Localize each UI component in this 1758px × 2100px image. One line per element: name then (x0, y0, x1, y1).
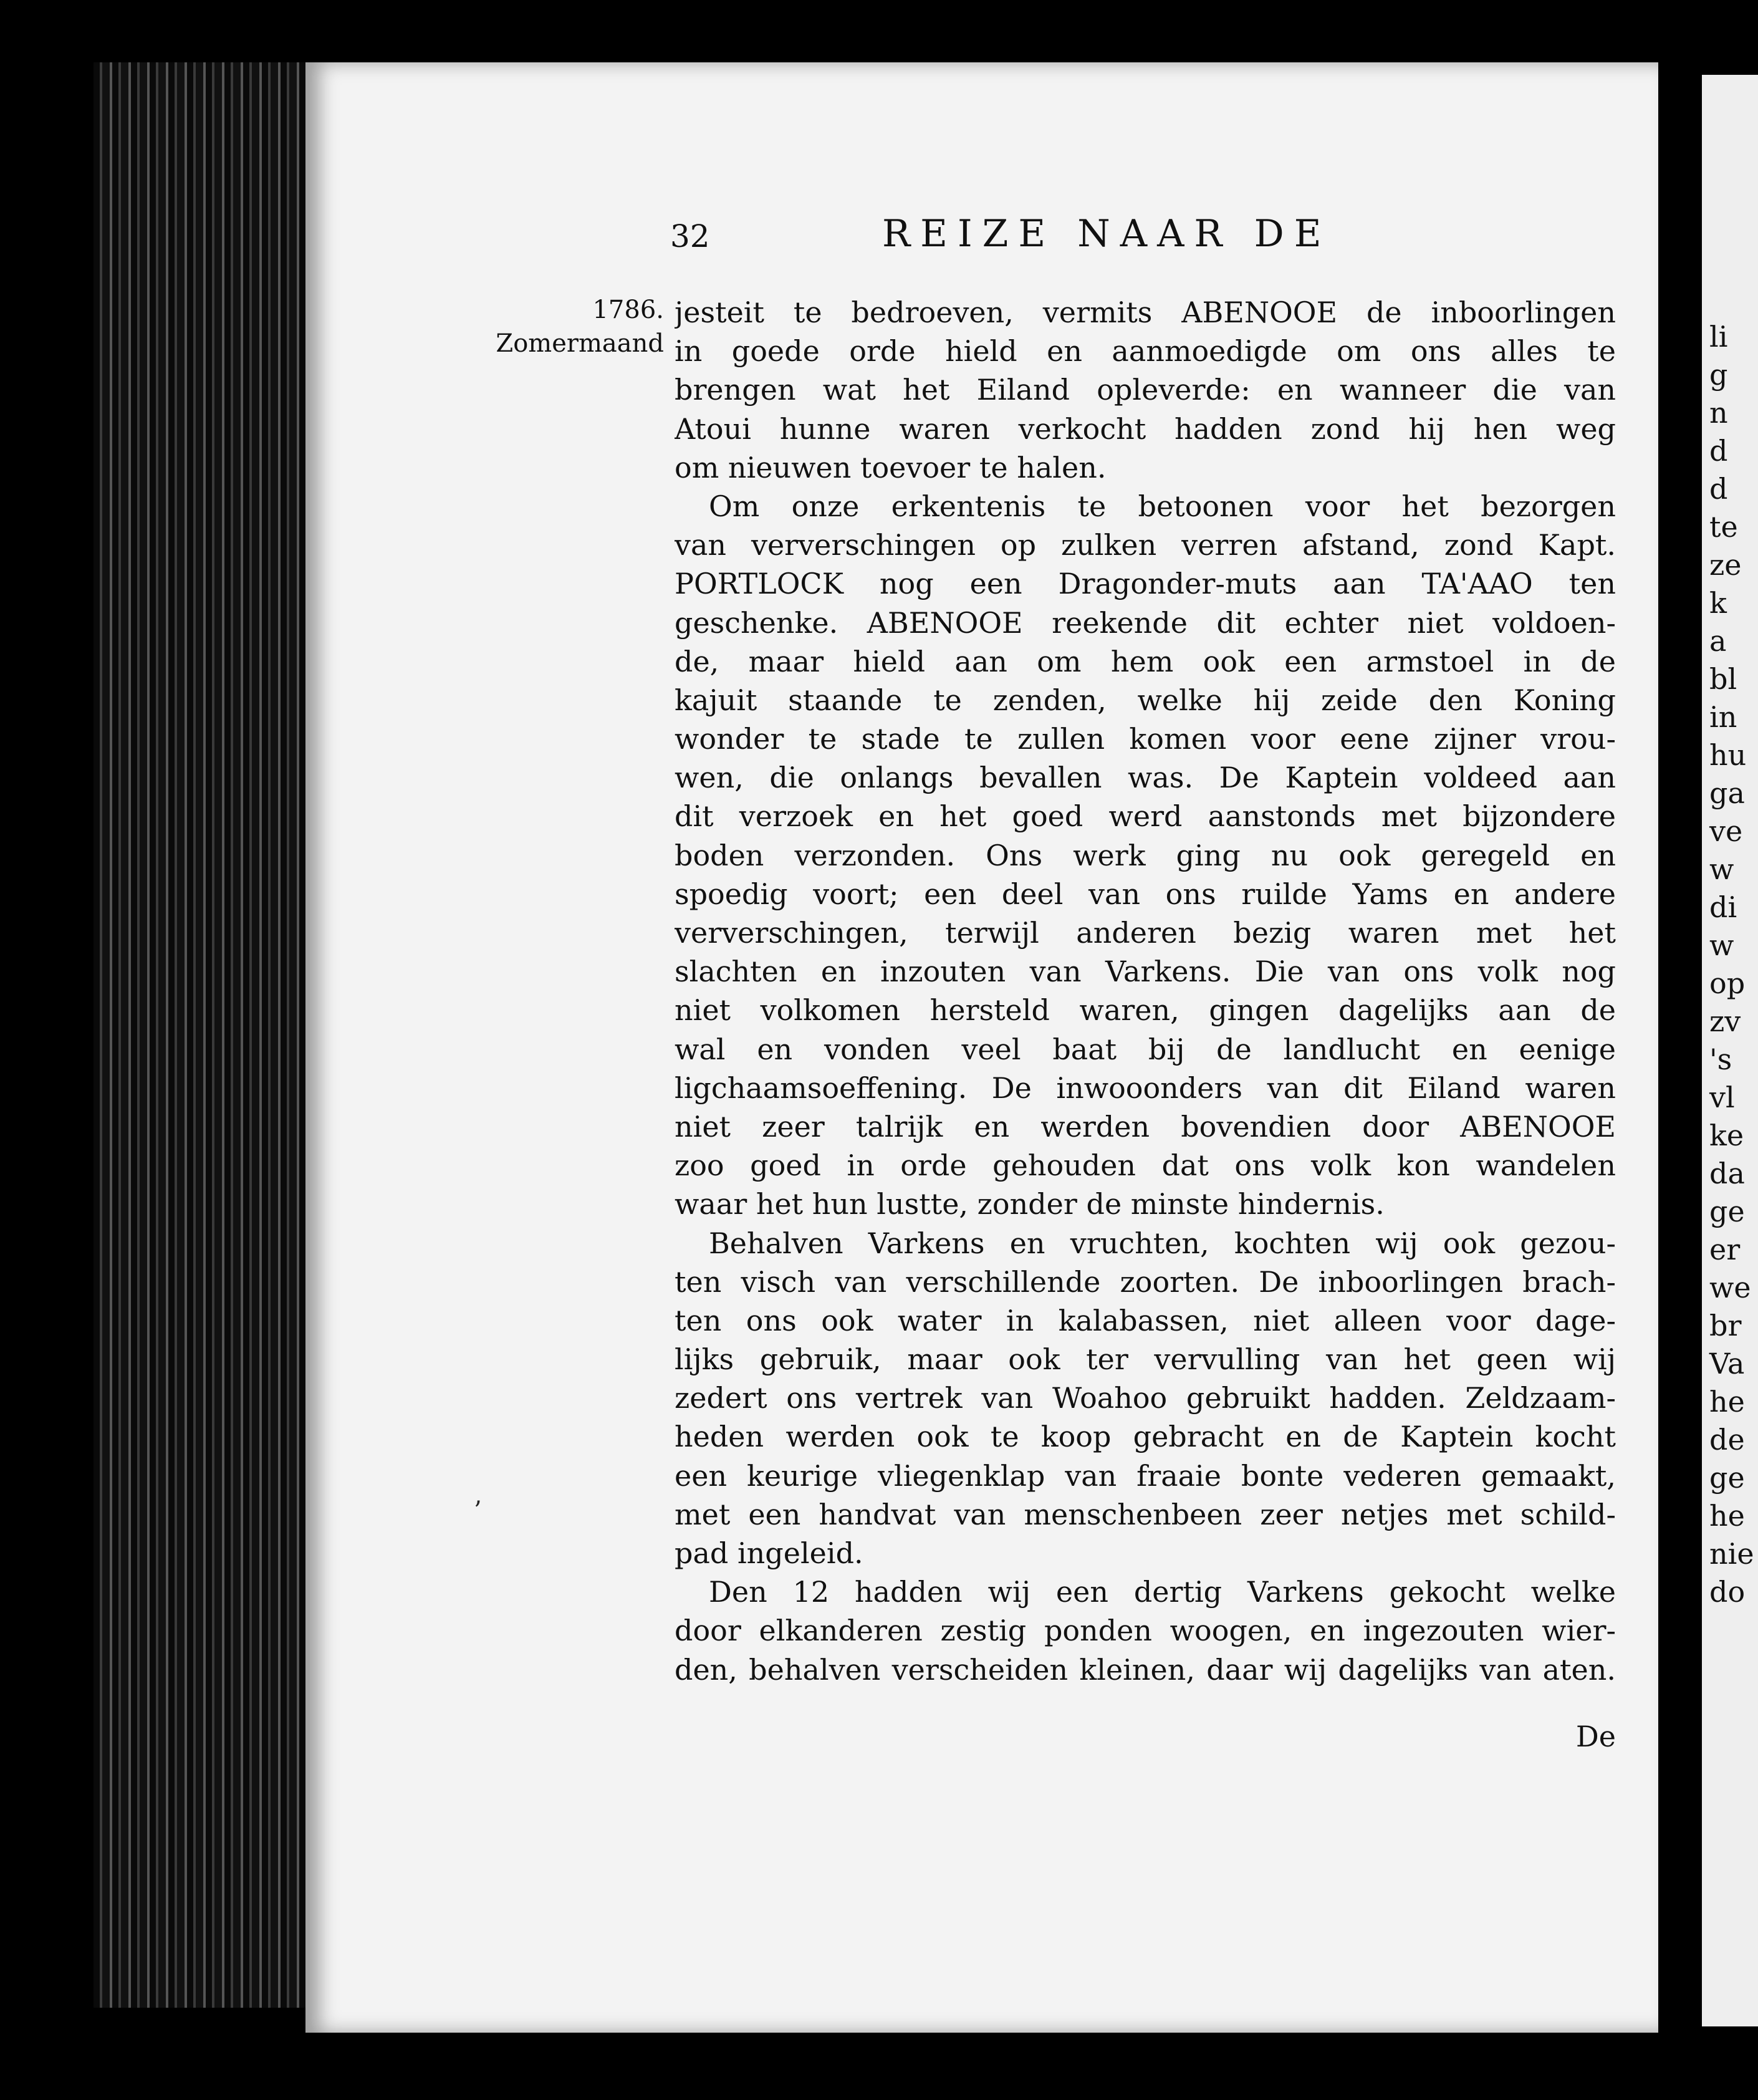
page-number: 32 (670, 218, 710, 254)
facing-page-fragment: we (1709, 1271, 1751, 1304)
text-line: van ververschingen op zulken verren afstand, zond Kapt. (675, 528, 1616, 562)
text-line: zedert ons vertrek van Woahoo gebruikt hadden. Zeldzaam- (675, 1381, 1616, 1415)
facing-page-fragment: li (1709, 320, 1728, 354)
text-line: slachten en inzouten van Varkens. Die van ons volk nog (675, 955, 1616, 989)
text-line: ten ons ook water in kalabassen, niet alleen voor dage- (675, 1303, 1616, 1337)
facing-page-fragment: ke (1709, 1119, 1744, 1152)
text-line: lijks gebruik, maar ook ter vervulling van het geen wij (675, 1342, 1616, 1377)
text-line: ligchaamsoeffening. De inwooonders van dit Eiland waren (675, 1071, 1616, 1105)
text-line: niet zeer talrijk en werden bovendien door ABENOOE (675, 1109, 1616, 1144)
text-line: door elkanderen zestig ponden woogen, en ingezouten wier- (675, 1614, 1616, 1648)
facing-page-fragment: d (1709, 434, 1728, 468)
facing-page (1702, 75, 1758, 2026)
page-edges (94, 62, 305, 2008)
text-line: in goede orde hield en aanmoedigde om ons alles te (675, 334, 1616, 368)
facing-page-fragment: bl (1709, 662, 1737, 696)
text-line: waar het hun lustte, zonder de minste hindernis. (675, 1187, 1385, 1221)
text-line: Atoui hunne waren verkocht hadden zond hij hen weg (675, 412, 1616, 446)
facing-page-fragment: zv (1709, 1004, 1741, 1038)
facing-page-fragment: ve (1709, 814, 1743, 848)
text-line: spoedig voort; een deel van ons ruilde Yams en andere (675, 877, 1616, 911)
text-line: boden verzonden. Ons werk ging nu ook geregeld en (675, 838, 1616, 872)
facing-page-fragment: w (1709, 852, 1734, 886)
facing-page-fragment: w (1709, 928, 1734, 962)
text-line: den, behalven verscheiden kleinen, daar wij dagelijks van aten. (675, 1652, 1616, 1687)
text-line: pad ingeleid. (675, 1536, 863, 1570)
facing-page-fragment: nie (1709, 1537, 1754, 1571)
page-header (670, 212, 1365, 262)
text-line: een keurige vliegenklap van fraaie bonte vederen gemaakt, (675, 1458, 1616, 1493)
margin-mark: ’ (474, 1496, 482, 1525)
running-title: REIZE NAAR DE (882, 212, 1332, 256)
facing-page-fragment: g (1709, 358, 1728, 392)
text-line: ververschingen, terwijl anderen bezig waren met het (675, 916, 1616, 950)
facing-page-fragment: di (1709, 890, 1737, 924)
margin-year: 1786. (592, 296, 664, 324)
facing-page-fragment: he (1709, 1385, 1745, 1418)
margin-month: Zomermaand (496, 329, 664, 358)
facing-page-fragment: k (1709, 586, 1727, 620)
text-line: wonder te stade te zullen komen voor eene zijner vrou- (675, 722, 1616, 756)
facing-page-fragment: d (1709, 472, 1728, 506)
facing-page-fragment: br (1709, 1309, 1742, 1342)
text-line: jesteit te bedroeven, vermits ABENOOE de inboorlingen (675, 296, 1616, 329)
text-line: zoo goed in orde gehouden dat ons volk kon wandelen (675, 1149, 1616, 1183)
facing-page-fragment: n (1709, 396, 1728, 430)
text-line: dit verzoek en het goed werd aanstonds met bijzondere (675, 799, 1616, 834)
facing-page-fragment: ge (1709, 1461, 1745, 1495)
facing-page-fragment: a (1709, 624, 1727, 658)
facing-page-fragment: in (1709, 700, 1737, 734)
facing-page-fragment: he (1709, 1499, 1745, 1533)
text-line: wal en vonden veel baat bij de landlucht en eenige (675, 1032, 1616, 1066)
facing-page-fragment: te (1709, 510, 1738, 544)
facing-page-fragment: do (1709, 1575, 1746, 1609)
text-line: met een handvat van menschenbeen zeer netjes met schild- (675, 1497, 1616, 1531)
text-line: om nieuwen toevoer te halen. (675, 450, 1107, 484)
text-line: PORTLOCK nog een Dragonder-muts aan TA'AAO ten (675, 567, 1616, 601)
text-line: Om onze erkentenis te betoonen voor het bezorgen (709, 489, 1616, 523)
text-line: heden werden ook te koop gebracht en de Kaptein kocht (675, 1420, 1616, 1454)
facing-page-fragment: op (1709, 966, 1746, 1000)
text-line: Den 12 hadden wij een dertig Varkens gekocht welke (709, 1575, 1616, 1609)
facing-page-fragment: ge (1709, 1195, 1745, 1228)
facing-page-fragment: Va (1709, 1347, 1745, 1380)
facing-page-fragment: ze (1709, 548, 1742, 582)
text-line: geschenke. ABENOOE reekende dit echter niet voldoen- (675, 605, 1616, 640)
facing-page-fragment: da (1709, 1157, 1745, 1190)
text-line: ten visch van verschillende zoorten. De inboorlingen brach- (675, 1264, 1616, 1299)
facing-page-fragment: er (1709, 1233, 1741, 1266)
text-line: brengen wat het Eiland opleverde: en wanneer die van (675, 373, 1616, 407)
body-text (675, 293, 1616, 1689)
text-line: de, maar hield aan om hem ook een armstoel in de (675, 644, 1616, 678)
facing-page-fragment: 's (1709, 1043, 1732, 1076)
text-line: kajuit staande te zenden, welke hij zeide den Koning (675, 683, 1616, 717)
margin-note (477, 293, 664, 360)
catchword: De (1575, 1720, 1616, 1753)
facing-page-fragment: de (1709, 1423, 1745, 1457)
text-line: niet volkomen hersteld waren, gingen dagelijks aan de (675, 993, 1616, 1028)
facing-page-fragment: vl (1709, 1081, 1735, 1114)
facing-page-fragment: ga (1709, 776, 1745, 810)
facing-page-fragment: hu (1709, 738, 1747, 772)
text-line: wen, die onlangs bevallen was. De Kaptein voldeed aan (675, 761, 1616, 795)
text-line: Behalven Varkens en vruchten, kochten wij ook gezou- (709, 1226, 1616, 1260)
